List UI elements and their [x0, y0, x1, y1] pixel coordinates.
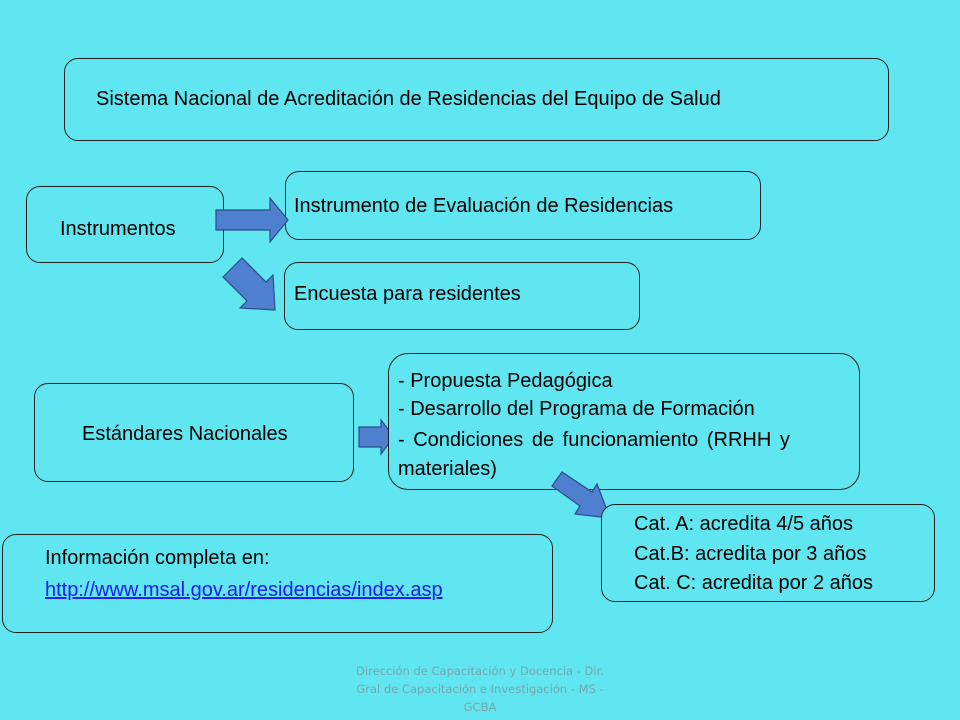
categoria-b: Cat.B: acredita por 3 años	[634, 543, 867, 565]
estandares-label: Estándares Nacionales	[82, 423, 288, 445]
estandares-item-4: materiales)	[398, 458, 497, 480]
categoria-a: Cat. A: acredita 4/5 años	[634, 513, 854, 535]
info-link[interactable]: http://www.msal.gov.ar/residencias/index.asp	[45, 579, 443, 601]
footer-line-3: GCBA	[463, 700, 497, 714]
right-arrow-icon	[214, 196, 294, 246]
estandares-item-1: - Propuesta Pedagógica	[398, 370, 613, 392]
instrumento-evaluacion-label: Instrumento de Evaluación de Residencias	[294, 195, 674, 217]
footer-line-2: Gral de Capacitación e Investigación - MS -	[356, 682, 604, 696]
info-label: Información completa en:	[45, 547, 270, 569]
diagram-title: Sistema Nacional de Acreditación de Residencias del Equipo de Salud	[96, 88, 721, 110]
estandares-item-3: - Condiciones de funcionamiento (RRHH y	[398, 429, 790, 451]
estandares-item-2: - Desarrollo del Programa de Formación	[398, 398, 755, 420]
encuesta-label: Encuesta para residentes	[294, 283, 521, 305]
categoria-c: Cat. C: acredita por 2 años	[634, 572, 874, 594]
footer-credit	[330, 662, 630, 716]
diagonal-arrow-icon	[216, 252, 286, 322]
footer-line-1: Dirección de Capacitación y Docencia - Dir.	[356, 664, 604, 678]
instrumentos-label: Instrumentos	[60, 218, 176, 240]
